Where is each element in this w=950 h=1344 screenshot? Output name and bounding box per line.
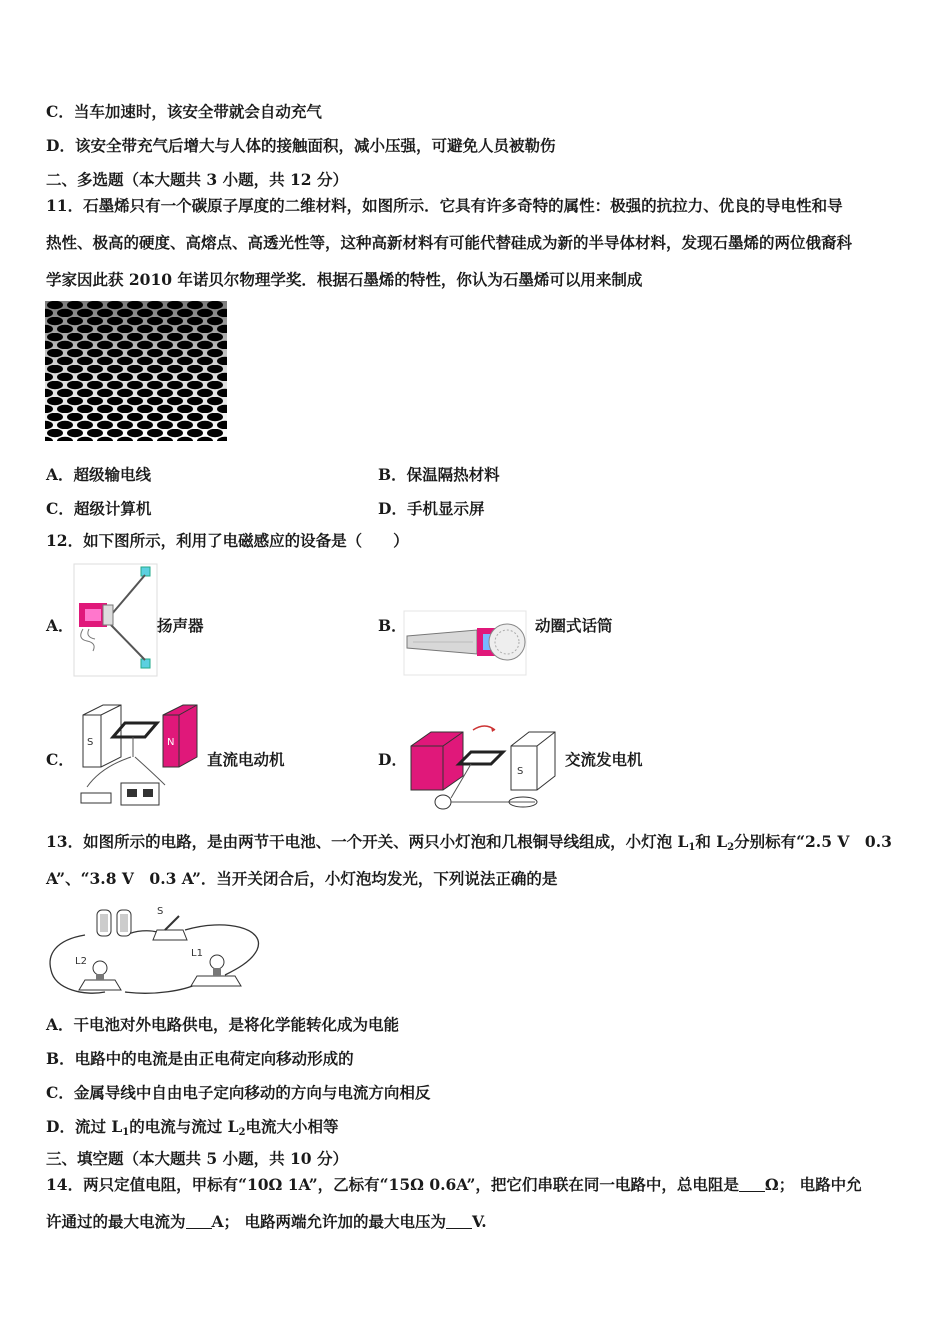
q13-option-a: A．干电池对外电路供电，是将化学能转化成为电能 <box>46 1015 400 1034</box>
q12-option-a-letter: A． <box>46 616 74 635</box>
q11-stem-line1: 11．石墨烯只有一个碳原子厚度的二维材料，如图所示．它具有许多奇特的属性：极强的抗拉力、优良的导电性和导 <box>46 196 843 215</box>
q12-option-c-label: 直流电动机 <box>207 750 285 769</box>
q14-stem-line2: 许通过的最大电流为 A； 电路两端允许加的最大电压为 V. <box>46 1212 487 1231</box>
bulb-l2-label: L2 <box>75 956 87 967</box>
q12-option-c-letter: C． <box>46 750 74 769</box>
q14-stem-line1: 14．两只定值电阻，甲标有“10Ω 1A”，乙标有“15Ω 0.6A”，把它们串联在同一电路中，总电阻是 Ω； 电路中允 <box>46 1175 862 1194</box>
q11-option-a: A．超级输电线 <box>46 465 152 484</box>
answer-blank-max-voltage[interactable] <box>446 1214 472 1229</box>
q13-stem-line1: 13．如图所示的电路，是由两节干电池、一个开关、两只小灯泡和几根铜导线组成，小灯泡 $L_1$和 $L_2$分别标有“2.5 V 0.3 <box>46 832 892 853</box>
q13-option-d: D．流过 $L_1$的电流与流过 $L_2$电流大小相等 <box>46 1117 339 1138</box>
answer-blank-total-resistance[interactable] <box>739 1177 765 1192</box>
q12-option-d-label: 交流发电机 <box>565 750 643 769</box>
magnet-s-label: S <box>87 737 94 748</box>
speaker-diagram <box>73 563 158 677</box>
q13-stem-line2: A”、“3.8 V 0.3 A”．当开关闭合后，小灯泡均发光，下列说法正确的是 <box>46 869 558 888</box>
q11-option-b: B．保温隔热材料 <box>378 465 500 484</box>
q12-option-d-letter: D． <box>378 750 407 769</box>
q11-stem-line3: 学家因此获 2010 年诺贝尔物理学奖．根据石墨烯的特性，你认为石墨烯可以用来制成 <box>46 270 643 289</box>
q13-option-c: C．金属导线中自由电子定向移动的方向与电流方向相反 <box>46 1083 431 1102</box>
graphene-lattice-image <box>45 301 227 441</box>
q12-stem: 12．如下图所示，利用了电磁感应的设备是（ ） <box>46 531 409 550</box>
dc-motor-diagram <box>73 697 207 811</box>
q11-stem-line2: 热性、极高的硬度、高熔点、高透光性等，这种高新材料有可能代替硅成为新的半导体材料，发现石墨烯的两位俄裔科 <box>46 233 853 252</box>
q12-option-b-letter: B． <box>378 616 407 635</box>
dynamic-microphone-diagram <box>403 610 527 676</box>
bulb-l1-label: L1 <box>191 948 203 959</box>
q10-option-c: C．当车加速时，该安全带就会自动充气 <box>46 102 322 121</box>
magnet-n-label: N <box>167 737 175 748</box>
switch-label: S <box>157 906 164 917</box>
section-heading-fill-in: 三、填空题（本大题共 5 小题，共 10 分） <box>46 1149 348 1168</box>
q12-option-a-label: 扬声器 <box>157 616 204 635</box>
section-heading-multiple-choice: 二、多选题（本大题共 3 小题，共 12 分） <box>46 170 348 189</box>
answer-blank-max-current[interactable] <box>186 1214 212 1229</box>
q10-option-d: D．该安全带充气后增大与人体的接触面积，减小压强，可避免人员被勒伤 <box>46 136 556 155</box>
q13-option-b: B．电路中的电流是由正电荷定向移动形成的 <box>46 1049 354 1068</box>
q11-option-c: C．超级计算机 <box>46 499 152 518</box>
generator-magnet-s-label: S <box>517 766 524 777</box>
q12-option-b-label: 动圈式话筒 <box>535 616 613 635</box>
circuit-diagram <box>45 900 265 1000</box>
ac-generator-diagram <box>403 722 563 812</box>
q11-option-d: D．手机显示屏 <box>378 499 485 518</box>
